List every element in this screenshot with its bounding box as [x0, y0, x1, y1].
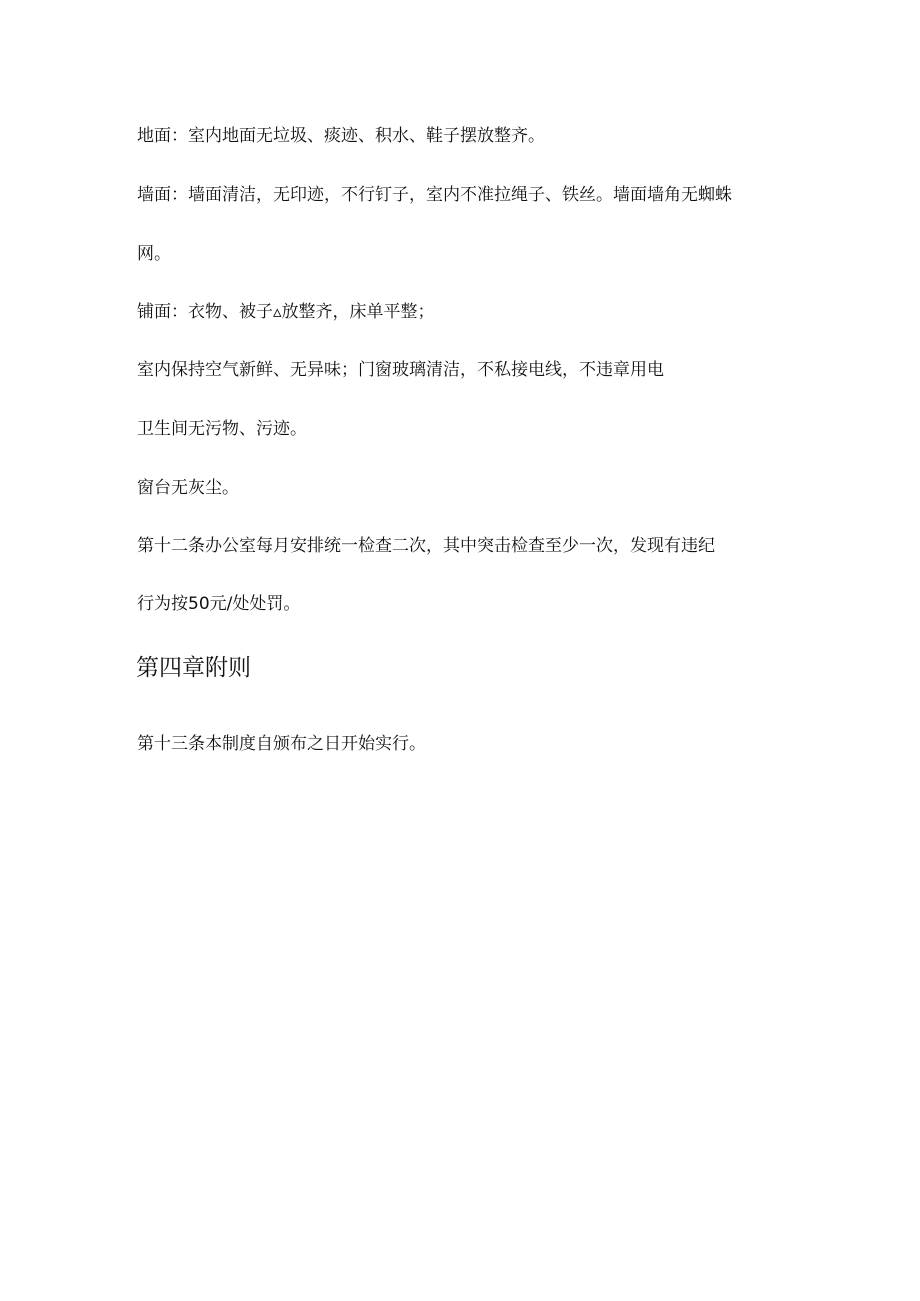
paragraph-wall: 墙面：墙面清洁，无印迹，不行钉子，室内不准拉绳子、铁丝。墙面墙角无蜘蛛: [137, 185, 732, 205]
paragraph-wall-continued: 网。: [137, 244, 171, 264]
paragraph-room: 室内保持空气新鲜、无异味；门窗玻璃清洁，不私接电线，不违章用电: [137, 360, 664, 380]
article-twelve-continued: 行为按50元/处处罚。: [137, 594, 301, 614]
paragraph-windowsill: 窗台无灰尘。: [137, 478, 239, 498]
paragraph-bathroom: 卫生间无污物、污迹。: [137, 419, 307, 439]
chapter-heading: 第四章附则: [136, 655, 251, 681]
paragraph-bed: 铺面：衣物、被子▵放整齐，床单平整；: [137, 302, 435, 322]
article-thirteen: 第十三条本制度自颁布之日开始实行。: [137, 734, 426, 754]
article-twelve: 第十二条办公室每月安排统一检查二次，其中突击检查至少一次，发现有违纪: [137, 536, 715, 556]
paragraph-floor: 地面：室内地面无垃圾、痰迹、积水、鞋子摆放整齐。: [137, 126, 545, 146]
